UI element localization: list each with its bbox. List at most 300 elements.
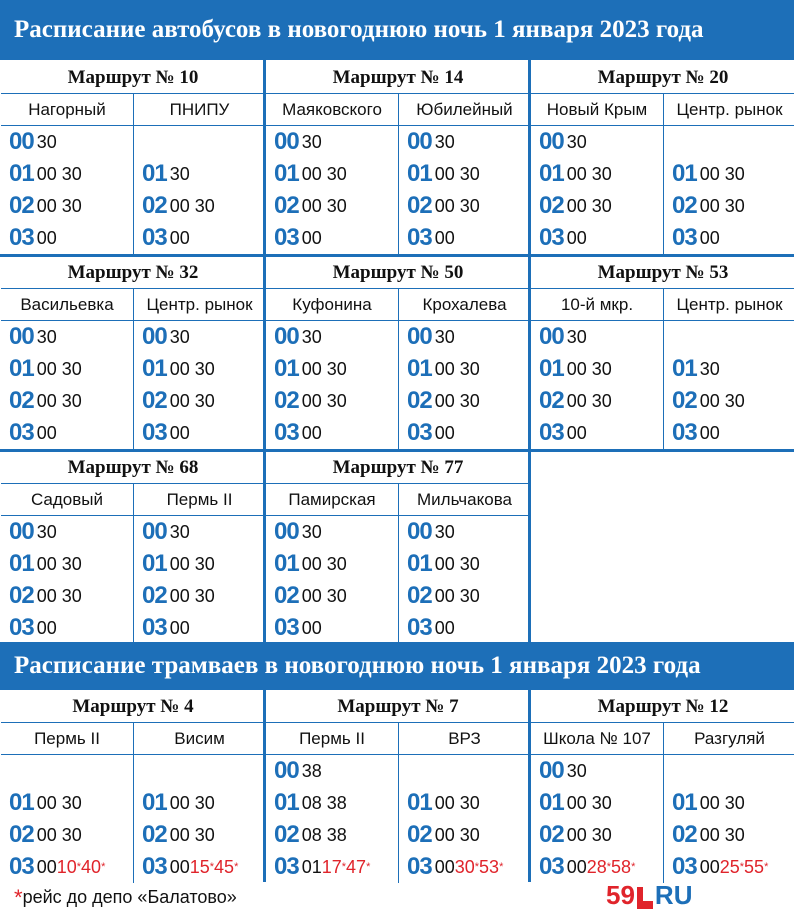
time-row — [266, 126, 398, 158]
minutes: 00 30 — [169, 358, 215, 379]
logo-number: 59 — [606, 880, 635, 910]
stop-name: Нагорный — [1, 94, 133, 126]
route-title: Маршрут № 14 — [266, 62, 530, 94]
minutes: 00 — [169, 856, 190, 877]
minutes: 00 30 — [699, 824, 745, 845]
time-row — [134, 755, 265, 787]
depot-star: * — [631, 861, 636, 873]
depot-minute: 40 — [81, 856, 102, 877]
stop-column — [1, 723, 133, 883]
depot-minute: 30 — [454, 856, 475, 877]
depot-minute: 47 — [346, 856, 367, 877]
minutes: 00 — [566, 227, 587, 248]
stop-column — [1, 484, 133, 644]
minutes: 00 30 — [301, 390, 347, 411]
grid-line — [528, 60, 531, 642]
minutes: 30 — [566, 760, 587, 781]
time-row — [399, 158, 530, 190]
stop-name: ВРЗ — [399, 723, 530, 755]
minutes: 00 30 — [36, 195, 82, 216]
minutes: 30 — [566, 326, 587, 347]
route-block — [531, 257, 794, 449]
minutes: 00 30 — [434, 195, 480, 216]
depot-star: * — [764, 861, 769, 873]
stop-name: Пермь II — [266, 723, 398, 755]
minutes: 00 30 — [434, 824, 480, 845]
minutes: 00 — [169, 422, 190, 443]
route-block — [266, 257, 530, 449]
route-columns — [266, 723, 530, 883]
stop-column — [266, 94, 398, 254]
stop-column — [663, 289, 794, 449]
minutes: 00 30 — [301, 585, 347, 606]
stop-name: Разгуляй — [664, 723, 794, 755]
hour: 03 — [407, 224, 432, 251]
time-row — [1, 385, 133, 417]
hour: 03 — [9, 224, 34, 251]
stop-column — [266, 723, 398, 883]
hour: 00 — [407, 323, 432, 350]
stop-name: Новый Крым — [531, 94, 663, 126]
hour: 02 — [274, 192, 299, 219]
minutes: 08 38 — [301, 824, 347, 845]
hour: 02 — [142, 821, 167, 848]
minutes: 00 30 — [169, 792, 215, 813]
minutes: 00 — [434, 617, 455, 638]
minutes: 00 30 — [434, 358, 480, 379]
time-row — [266, 417, 398, 449]
hour: 01 — [407, 160, 432, 187]
time-row — [1, 353, 133, 385]
minutes: 30 — [36, 326, 57, 347]
time-row — [134, 516, 265, 548]
minutes: 00 30 — [169, 390, 215, 411]
stop-column — [266, 484, 398, 644]
hour: 03 — [539, 224, 564, 251]
time-row — [531, 190, 663, 222]
time-row — [399, 580, 530, 612]
depot-minute: 10 — [56, 856, 77, 877]
hour: 01 — [407, 355, 432, 382]
time-row — [399, 417, 530, 449]
hour: 02 — [142, 582, 167, 609]
time-row — [399, 222, 530, 254]
minutes: 00 30 — [301, 163, 347, 184]
stop-name: Висим — [134, 723, 265, 755]
time-row — [531, 851, 663, 883]
minutes: 00 30 — [699, 163, 745, 184]
minutes: 30 — [434, 326, 455, 347]
hour: 03 — [9, 853, 34, 880]
hour: 01 — [142, 789, 167, 816]
stop-name: Памирская — [266, 484, 398, 516]
hour: 03 — [9, 614, 34, 641]
stop-name: Центр. рынок — [664, 289, 794, 321]
grid-line — [263, 60, 266, 642]
route-title: Маршрут № 77 — [266, 452, 530, 484]
minutes: 00 — [566, 422, 587, 443]
minutes: 00 30 — [169, 585, 215, 606]
route-columns — [531, 94, 794, 254]
minutes: 00 — [434, 227, 455, 248]
stop-column — [531, 723, 663, 883]
hour: 00 — [274, 323, 299, 350]
minutes: 00 30 — [566, 792, 612, 813]
hour: 03 — [9, 419, 34, 446]
hour: 03 — [539, 853, 564, 880]
hour: 01 — [274, 160, 299, 187]
depot-star: * — [341, 861, 347, 873]
minutes: 00 30 — [699, 195, 745, 216]
hour: 02 — [274, 821, 299, 848]
time-row — [531, 353, 663, 385]
hour: 01 — [9, 550, 34, 577]
depot-star: * — [739, 861, 745, 873]
stop-column — [531, 289, 663, 449]
hour: 00 — [274, 757, 299, 784]
grid-line — [263, 690, 266, 882]
hour: 02 — [9, 387, 34, 414]
time-row — [399, 385, 530, 417]
stop-name: Центр. рынок — [134, 289, 265, 321]
depot-star: * — [474, 861, 480, 873]
route-title: Маршрут № 20 — [531, 62, 794, 94]
minutes: 00 — [434, 856, 455, 877]
hour: 03 — [274, 853, 299, 880]
time-row — [399, 190, 530, 222]
route-block — [531, 62, 794, 254]
hour: 03 — [142, 419, 167, 446]
time-row — [1, 516, 133, 548]
hour: 00 — [539, 128, 564, 155]
time-row — [664, 417, 794, 449]
hour: 00 — [539, 757, 564, 784]
stop-name: Садовый — [1, 484, 133, 516]
minutes: 00 — [36, 856, 57, 877]
hour: 01 — [9, 160, 34, 187]
time-row — [266, 516, 398, 548]
route-columns — [1, 94, 265, 254]
minutes: 01 — [301, 856, 322, 877]
minutes: 00 30 — [36, 824, 82, 845]
time-row — [531, 222, 663, 254]
stop-column — [133, 94, 265, 254]
minutes: 00 30 — [434, 792, 480, 813]
time-row — [266, 755, 398, 787]
time-row — [266, 353, 398, 385]
time-row — [664, 190, 794, 222]
route-block — [1, 62, 265, 254]
stop-column — [398, 484, 530, 644]
hour: 03 — [539, 419, 564, 446]
hour: 02 — [142, 387, 167, 414]
depot-minute: 45 — [214, 856, 235, 877]
hour: 03 — [142, 853, 167, 880]
hour: 03 — [672, 419, 697, 446]
depot-star: * — [76, 861, 82, 873]
time-row — [1, 755, 133, 787]
route-title: Маршрут № 7 — [266, 691, 530, 723]
stop-name: ПНИПУ — [134, 94, 265, 126]
time-row — [531, 158, 663, 190]
time-row — [1, 819, 133, 851]
hour: 00 — [142, 518, 167, 545]
route-columns — [1, 289, 265, 449]
hour: 00 — [407, 128, 432, 155]
time-row — [531, 417, 663, 449]
time-row — [1, 548, 133, 580]
time-row — [1, 417, 133, 449]
minutes: 00 30 — [36, 553, 82, 574]
hour: 00 — [142, 323, 167, 350]
minutes: 00 — [699, 422, 720, 443]
hour: 02 — [407, 387, 432, 414]
route-block — [266, 452, 530, 644]
hour: 01 — [672, 355, 697, 382]
minutes: 00 30 — [36, 585, 82, 606]
time-row — [1, 787, 133, 819]
time-row — [134, 548, 265, 580]
minutes: 00 — [699, 227, 720, 248]
hour: 01 — [142, 355, 167, 382]
grid-line — [0, 449, 794, 452]
hour: 01 — [142, 160, 167, 187]
stop-name: Школа № 107 — [531, 723, 663, 755]
stop-name: Юбилейный — [399, 94, 530, 126]
time-row — [266, 612, 398, 644]
hour: 00 — [9, 323, 34, 350]
hour: 02 — [672, 821, 697, 848]
route-columns — [266, 289, 530, 449]
stop-name: Куфонина — [266, 289, 398, 321]
minutes: 00 30 — [566, 195, 612, 216]
minutes: 00 — [36, 617, 57, 638]
route-title: Маршрут № 12 — [531, 691, 794, 723]
route-block — [1, 691, 265, 883]
time-row — [664, 222, 794, 254]
time-row — [399, 819, 530, 851]
hour: 02 — [407, 582, 432, 609]
hour: 01 — [539, 355, 564, 382]
time-row — [531, 755, 663, 787]
hour: 01 — [9, 355, 34, 382]
time-row — [399, 548, 530, 580]
minutes: 00 30 — [36, 358, 82, 379]
depot-star: * — [499, 861, 504, 873]
stop-name: Крохалева — [399, 289, 530, 321]
stop-column — [266, 289, 398, 449]
depot-minute: 15 — [189, 856, 210, 877]
time-row — [266, 385, 398, 417]
minutes: 00 — [301, 617, 322, 638]
time-row — [134, 787, 265, 819]
hour: 03 — [672, 224, 697, 251]
minutes: 08 38 — [301, 792, 347, 813]
minutes: 00 30 — [566, 163, 612, 184]
time-row — [1, 580, 133, 612]
stop-name: Центр. рынок — [664, 94, 794, 126]
hour: 02 — [407, 821, 432, 848]
time-row — [134, 126, 265, 158]
stop-column — [531, 94, 663, 254]
minutes: 00 30 — [301, 358, 347, 379]
minutes: 00 — [36, 227, 57, 248]
time-row — [664, 819, 794, 851]
hour: 01 — [672, 789, 697, 816]
time-row — [399, 321, 530, 353]
minutes: 00 — [566, 856, 587, 877]
hour: 01 — [407, 550, 432, 577]
time-row — [399, 612, 530, 644]
hour: 01 — [539, 160, 564, 187]
depot-star: * — [606, 861, 612, 873]
footnote — [14, 885, 237, 911]
hour: 02 — [9, 582, 34, 609]
minutes: 00 30 — [434, 553, 480, 574]
time-row — [134, 819, 265, 851]
minutes: 00 30 — [434, 585, 480, 606]
time-row — [399, 755, 530, 787]
time-row — [1, 222, 133, 254]
hour: 01 — [407, 789, 432, 816]
grid-line — [528, 690, 531, 882]
route-block — [531, 691, 794, 883]
hour: 00 — [539, 323, 564, 350]
time-row — [399, 851, 530, 883]
hour: 03 — [142, 614, 167, 641]
time-row — [1, 126, 133, 158]
hour: 01 — [274, 789, 299, 816]
stop-column — [1, 289, 133, 449]
minutes: 30 — [169, 521, 190, 542]
minutes: 30 — [36, 521, 57, 542]
minutes: 00 — [169, 227, 190, 248]
minutes: 30 — [434, 131, 455, 152]
stop-name: Пермь II — [1, 723, 133, 755]
minutes: 00 30 — [699, 792, 745, 813]
hour: 03 — [142, 224, 167, 251]
hour: 03 — [274, 224, 299, 251]
footnote-star: * — [14, 885, 23, 910]
time-row — [134, 190, 265, 222]
time-row — [1, 321, 133, 353]
hour: 01 — [274, 550, 299, 577]
stop-column — [398, 289, 530, 449]
hour: 03 — [672, 853, 697, 880]
hour: 02 — [672, 387, 697, 414]
time-row — [1, 612, 133, 644]
hour: 02 — [407, 192, 432, 219]
minutes: 00 30 — [566, 358, 612, 379]
hour: 00 — [274, 128, 299, 155]
minutes: 30 — [301, 521, 322, 542]
depot-star: * — [366, 861, 371, 873]
time-row — [1, 158, 133, 190]
time-row — [531, 385, 663, 417]
route-columns — [1, 484, 265, 644]
hour: 02 — [539, 192, 564, 219]
minutes: 00 30 — [169, 824, 215, 845]
time-row — [531, 787, 663, 819]
depot-minute: 25 — [719, 856, 740, 877]
time-row — [266, 222, 398, 254]
depot-minute: 53 — [479, 856, 500, 877]
route-block — [266, 62, 530, 254]
route-columns — [531, 723, 794, 883]
time-row — [134, 158, 265, 190]
hour: 03 — [407, 419, 432, 446]
stop-name: 10-й мкр. — [531, 289, 663, 321]
time-row — [531, 126, 663, 158]
minutes: 00 30 — [169, 553, 215, 574]
minutes: 30 — [434, 521, 455, 542]
time-row — [664, 851, 794, 883]
route-columns — [266, 484, 530, 644]
minutes: 00 — [301, 227, 322, 248]
minutes: 00 — [169, 617, 190, 638]
minutes: 30 — [301, 131, 322, 152]
depot-star: * — [234, 861, 239, 873]
time-row — [266, 321, 398, 353]
minutes: 30 — [566, 131, 587, 152]
hour: 02 — [142, 192, 167, 219]
hour: 01 — [539, 789, 564, 816]
route-title: Маршрут № 4 — [1, 691, 265, 723]
hour: 02 — [539, 821, 564, 848]
depot-minute: 17 — [321, 856, 342, 877]
minutes: 30 — [169, 163, 190, 184]
hour: 03 — [274, 419, 299, 446]
stop-name: Маяковского — [266, 94, 398, 126]
logo-mark-icon — [637, 885, 653, 907]
minutes: 00 — [36, 422, 57, 443]
hour: 02 — [672, 192, 697, 219]
footnote-text: рейс до депо «Балатово» — [22, 887, 237, 907]
tram-schedule-title: Расписание трамваев в новогоднюю ночь 1 января 2023 года — [0, 642, 794, 690]
time-row — [664, 353, 794, 385]
hour: 02 — [9, 192, 34, 219]
route-columns — [1, 723, 265, 883]
time-row — [399, 126, 530, 158]
minutes: 00 — [699, 856, 720, 877]
site-logo — [606, 880, 692, 911]
hour: 03 — [407, 614, 432, 641]
depot-minute: 28 — [586, 856, 607, 877]
time-row — [1, 190, 133, 222]
route-title: Маршрут № 32 — [1, 257, 265, 289]
minutes: 30 — [301, 326, 322, 347]
route-title: Маршрут № 50 — [266, 257, 530, 289]
minutes: 00 — [301, 422, 322, 443]
minutes: 00 30 — [36, 792, 82, 813]
minutes: 00 30 — [566, 824, 612, 845]
minutes: 30 — [699, 358, 720, 379]
logo-ru: RU — [654, 880, 693, 910]
time-row — [664, 755, 794, 787]
time-row — [266, 548, 398, 580]
stop-column — [663, 94, 794, 254]
time-row — [664, 385, 794, 417]
time-row — [664, 158, 794, 190]
time-row — [134, 417, 265, 449]
minutes: 30 — [169, 326, 190, 347]
time-row — [266, 787, 398, 819]
stop-column — [133, 484, 265, 644]
minutes: 00 30 — [36, 390, 82, 411]
stop-name: Мильчакова — [399, 484, 530, 516]
route-columns — [531, 289, 794, 449]
time-row — [134, 851, 265, 883]
